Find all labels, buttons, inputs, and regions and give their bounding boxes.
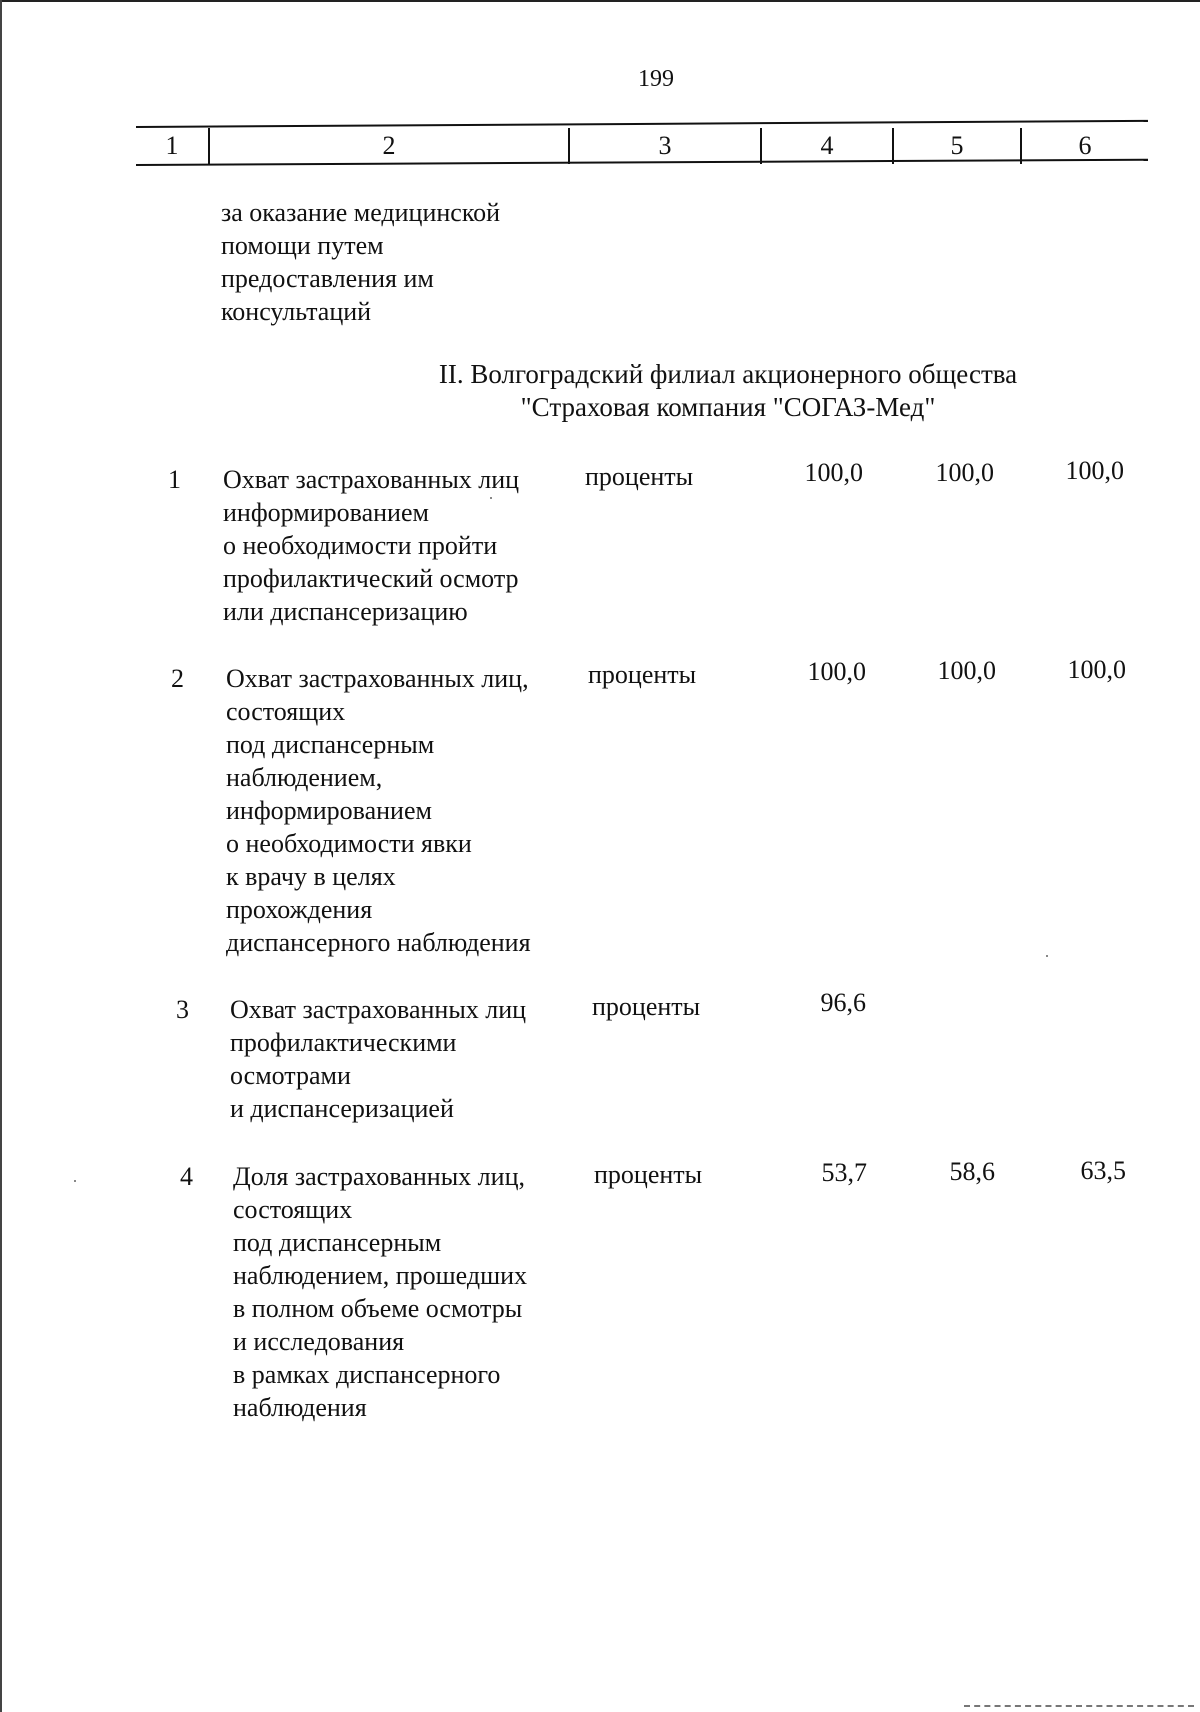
value-col-5: 100,0 [935, 458, 994, 487]
indicator-name-line: наблюдением, [226, 763, 383, 792]
indicator-name-line: Доля застрахованных лиц, [233, 1162, 525, 1191]
continuation-line: консультаций [221, 297, 372, 326]
indicator-name-line: наблюдения [233, 1393, 367, 1422]
indicator-name [230, 993, 590, 1125]
unit-label: проценты [585, 462, 694, 491]
indicator-name-line: профилактическими [230, 1028, 457, 1057]
scan-edge-left [0, 0, 2, 1712]
indicator-name-line: Охват застрахованных лиц [223, 465, 520, 494]
indicator-name-line: прохождения [226, 895, 373, 924]
indicator-name [233, 1160, 593, 1424]
indicator-name-line: к врачу в целях [226, 862, 396, 891]
indicator-name-line: о необходимости пройти [223, 531, 498, 560]
indicator-name-line: информированием [223, 498, 429, 527]
header-col-2: 2 [382, 131, 396, 160]
row-number: 3 [176, 995, 189, 1024]
indicator-name-line: состоящих [233, 1195, 353, 1224]
indicator-name-line: профилактический осмотр [223, 564, 519, 593]
continuation-line: за оказание медицинской [221, 198, 501, 227]
indicator-name-line: или диспансеризацию [223, 597, 468, 626]
value-col-6: 100,0 [1065, 456, 1124, 485]
unit-label: проценты [588, 660, 697, 689]
value-col-5: 100,0 [937, 656, 996, 685]
value-col-5: 58,6 [949, 1157, 995, 1186]
page-number: 199 [638, 66, 674, 92]
continuation-text [221, 196, 601, 328]
section-title-line-1: II. Волгоградский филиал акционерного общества [438, 359, 1018, 389]
indicator-name-line: в рамках диспансерного [233, 1360, 501, 1389]
value-col-4: 96,6 [820, 988, 866, 1017]
header-col-4: 4 [820, 131, 834, 160]
indicator-name-line: диспансерного наблюдения [226, 928, 531, 957]
scan-footer-mark [964, 1705, 1194, 1707]
value-col-4: 100,0 [804, 458, 863, 487]
indicator-name-line: Охват застрахованных лиц, [226, 664, 529, 693]
header-col-3: 3 [658, 131, 672, 160]
value-col-4: 100,0 [807, 657, 866, 686]
unit-label: проценты [592, 992, 701, 1021]
indicator-name-line: о необходимости явки [226, 829, 472, 858]
indicator-name [226, 662, 606, 959]
scan-speck [490, 497, 492, 499]
value-col-4: 53,7 [821, 1158, 867, 1187]
scan-speck [74, 1180, 76, 1182]
indicator-name-line: информированием [226, 796, 432, 825]
indicator-name-line: под диспансерным [233, 1228, 442, 1257]
indicator-name-line: осмотрами [230, 1061, 351, 1090]
indicator-name-line: и исследования [233, 1327, 405, 1356]
header-col-6: 6 [1078, 131, 1092, 160]
scan-edge-top [0, 0, 1200, 2]
header-col-1: 1 [165, 131, 179, 160]
indicator-name-line: наблюдением, прошедших [233, 1261, 527, 1290]
indicator-name-line: Охват застрахованных лиц [230, 995, 527, 1024]
section-title-line-2: "Страховая компания "СОГАЗ-Мед" [520, 392, 936, 422]
value-col-6: 100,0 [1067, 655, 1126, 684]
indicator-name-line: под диспансерным [226, 730, 435, 759]
value-col-6: 63,5 [1080, 1156, 1126, 1185]
row-number: 4 [180, 1162, 193, 1191]
indicator-name [223, 463, 583, 628]
indicator-name-line: состоящих [226, 697, 346, 726]
row-number: 1 [168, 465, 181, 494]
table-header [136, 126, 1148, 166]
header-col-5: 5 [950, 131, 964, 160]
section-title [200, 358, 1200, 424]
row-number: 2 [171, 664, 184, 693]
continuation-line: предоставления им [221, 264, 434, 293]
unit-label: проценты [594, 1160, 703, 1189]
indicator-name-line: в полном объеме осмотры [233, 1294, 523, 1323]
continuation-line: помощи путем [221, 231, 384, 260]
indicator-name-line: и диспансеризацией [230, 1094, 454, 1123]
scan-speck [1046, 955, 1048, 957]
